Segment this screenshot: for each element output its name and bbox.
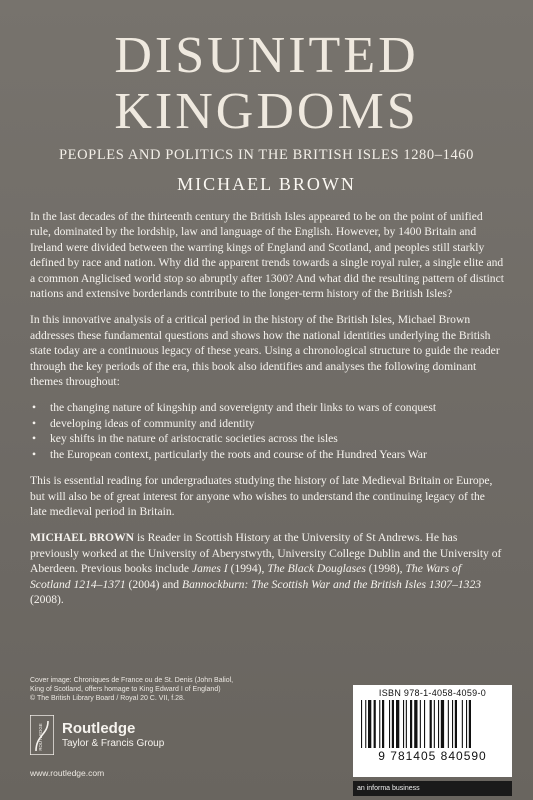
theme-text: key shifts in the nature of aristocratic societies across the isles bbox=[50, 432, 338, 446]
barcode-icon bbox=[361, 700, 504, 750]
list-item bbox=[30, 431, 504, 446]
bullet-icon: • bbox=[32, 416, 37, 430]
title-line-1: DISUNITED bbox=[114, 27, 419, 84]
credit-line: © The British Library Board / Royal 20 C. VII, f.28. bbox=[30, 695, 185, 702]
logo-vertical-text: ROUTLEDGE bbox=[38, 723, 43, 751]
credit-line: Cover image: Chroniques de France ou de St. Denis (John Baliol, bbox=[30, 677, 234, 684]
title-line-2: KINGDOMS bbox=[114, 83, 419, 140]
list-item bbox=[30, 400, 504, 415]
cover-image-credit bbox=[30, 676, 330, 703]
subtitle: PEOPLES AND POLITICS IN THE BRITISH ISLES 1280–1460 bbox=[58, 147, 474, 163]
theme-text: developing ideas of community and identity bbox=[50, 416, 255, 430]
bio-text: (1994), bbox=[227, 562, 268, 576]
publisher-group: Taylor & Francis Group bbox=[62, 738, 165, 749]
list-item bbox=[30, 416, 504, 431]
blurb-paragraph-2: In this innovative analysis of a critical period in the history of the British Isles, Michael Brown addresses these fundamental questions and shows how the national identities underlying the British state today are a continuous legacy of these years. Using a chronological structure to guide the reader through the key periods of the era, this book also identifies and analyses the following dominant themes throughout: bbox=[30, 313, 500, 389]
bio-name: MICHAEL BROWN bbox=[30, 531, 135, 545]
publisher-name: Routledge bbox=[62, 720, 136, 737]
bullet-icon: • bbox=[32, 447, 37, 461]
publisher-logo bbox=[30, 714, 164, 756]
isbn-label: ISBN 978-1-4058-4059-0 bbox=[378, 688, 487, 698]
bio-text: (1998), bbox=[365, 562, 406, 576]
isbn-barcode-box bbox=[353, 685, 512, 777]
theme-text: the European context, particularly the roots and course of the Hundred Years War bbox=[50, 447, 427, 461]
bio-book-title: Bannockburn: The Scottish War and the British Isles 1307–1323 bbox=[182, 577, 482, 591]
bio-text: is Reader in Scottish History at the University of St Andrews. He has previously worked at the University of Aberystwyth, University College Dublin and the University of Aberdeen. Previous books include bbox=[30, 531, 502, 576]
bio-text: (2004) and bbox=[125, 577, 183, 591]
routledge-logo-icon bbox=[30, 715, 54, 755]
bio-text: (2008). bbox=[30, 592, 64, 606]
list-item bbox=[30, 447, 504, 462]
credit-line: King of Scotland, offers homage to King Edward I of England) bbox=[30, 686, 221, 693]
informa-strip: an informa business bbox=[353, 781, 512, 796]
author-name: MICHAEL BROWN bbox=[177, 174, 356, 194]
blurb-paragraph-1: In the last decades of the thirteenth century the British Isles appeared to be on the point of unified rule, dominated by the lordship, law and language of the English. However, by 1400 Britain and Ireland were divided between the warring kings of England and Scotland, and peoples still starkly defined by race and nation. Why did the apparent trends towards a single royal ruler, a single elite and a common Anglicised world stop so abruptly after 1300? And what did the resulting pattern of distinct nations and extensive borderlands contribute to the longer-term history of the British Isles? bbox=[30, 210, 504, 301]
barcode-digits: 9 781405 840590 bbox=[378, 749, 487, 763]
bullet-icon: • bbox=[32, 432, 37, 446]
blurb bbox=[30, 209, 504, 618]
bullet-icon: • bbox=[32, 401, 37, 415]
theme-text: the changing nature of kingship and sovereignty and their links to wars of conquest bbox=[50, 401, 437, 415]
themes-list bbox=[30, 400, 504, 462]
bio-book-title: The Wars of Scotland 1214–1371 bbox=[30, 562, 462, 591]
bio-book-title: The Black Douglases bbox=[267, 562, 366, 576]
blurb-paragraph-3: This is essential reading for undergraduates studying the history of late Medieval Britain or Europe, but will also be of great interest for anyone who wishes to understand the continuing legacy of the late medieval period in Britain. bbox=[30, 474, 493, 518]
author-bio bbox=[30, 530, 504, 607]
publisher-website: www.routledge.com bbox=[30, 768, 105, 778]
bio-book-title: James I bbox=[191, 562, 228, 576]
